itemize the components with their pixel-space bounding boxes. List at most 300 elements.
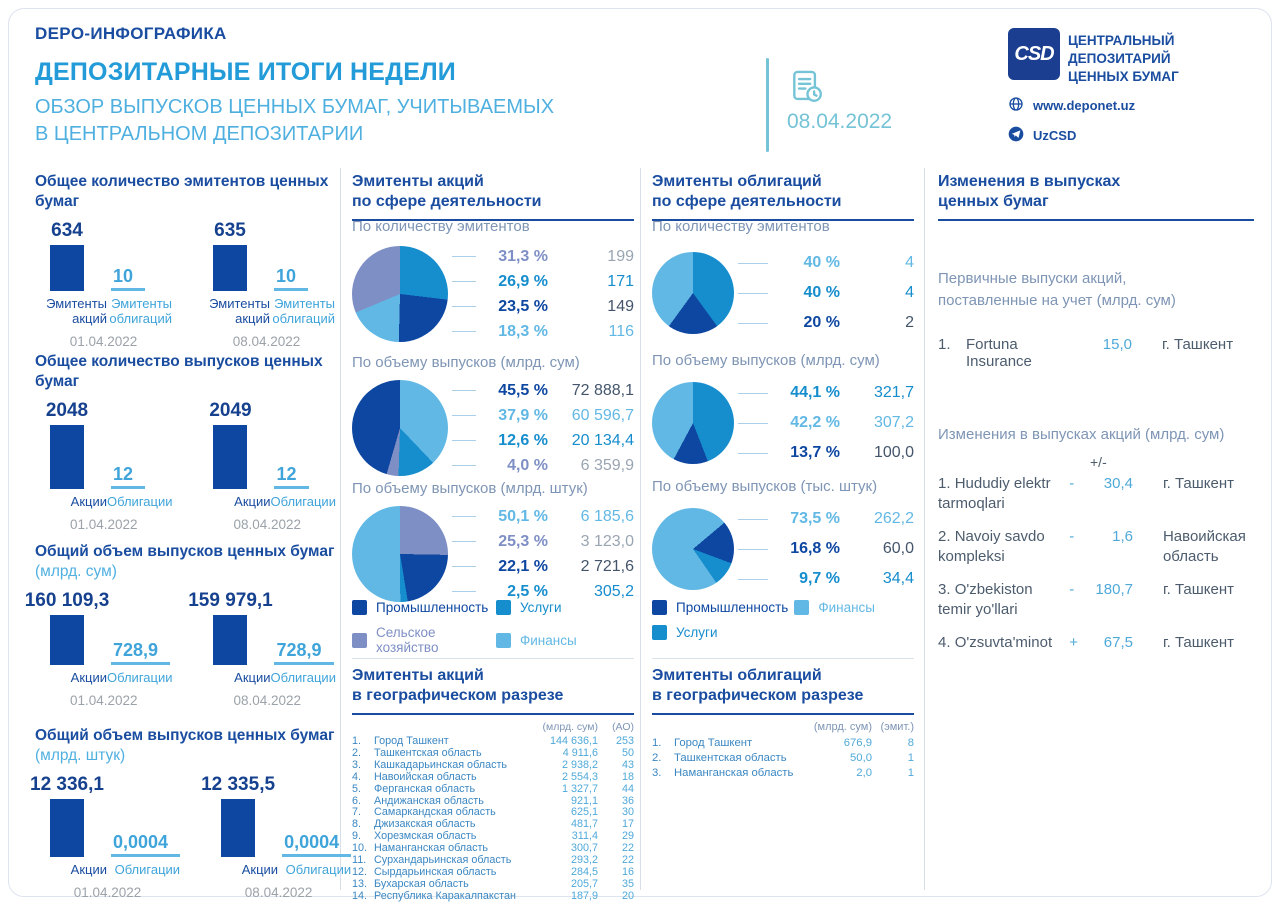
geo-header-sum: (млрд. сум) <box>813 721 872 733</box>
group-date: 08.04.2022 <box>233 517 302 532</box>
region-count: 22 <box>621 854 634 867</box>
connector-line <box>452 331 476 332</box>
bonds-volume-sum-pie-block <box>652 378 914 468</box>
connector-line <box>452 390 476 391</box>
region-name: Андижанская область <box>374 794 484 807</box>
connector-line <box>738 519 768 520</box>
small-bar-value: 0,0004 <box>282 832 351 857</box>
bar <box>50 615 84 665</box>
page-subtitle-line2: В ЦЕНТРАЛЬНОМ ДЕПОЗИТАРИИ <box>35 123 364 145</box>
geo-header-count: (эмит.) <box>880 721 914 733</box>
region-count: 1 <box>907 752 914 764</box>
pie-percent: 31,3 % <box>498 247 548 265</box>
bonds-geo-section <box>652 666 914 781</box>
bar-value: 2049 <box>209 400 252 421</box>
sector-legend <box>652 600 914 640</box>
region-name: Бухарская область <box>374 877 469 890</box>
block-title <box>35 726 335 766</box>
pie-stat-row <box>448 269 634 294</box>
pie-subtitle: По объему выпусков (млрд. штук) <box>352 480 588 497</box>
pie-subtitle: По количеству эмитентов <box>652 218 830 235</box>
change-sign: + <box>1069 634 1079 651</box>
group-date: 01.04.2022 <box>73 885 142 900</box>
bar-value: 634 <box>51 220 83 241</box>
connector-line <box>738 323 768 324</box>
small-bar-value: 12 <box>274 464 308 489</box>
primary-issues-subtitle: Первичные выпуски акций, поставленные на учет (млрд. сум) <box>938 270 1176 309</box>
table-row <box>352 891 634 903</box>
block-unit: (млрд. штук) <box>35 747 126 764</box>
issuer-location: г. Ташкент <box>1162 336 1234 353</box>
primary-issues-list <box>938 336 1254 370</box>
pie-percent: 50,1 % <box>498 507 548 525</box>
change-amount: 180,7 <box>1095 581 1133 598</box>
pie-value: 6 185,6 <box>580 507 634 525</box>
bonds-count-pie-block <box>652 248 914 338</box>
website-url: www.deponet.uz <box>1033 98 1136 113</box>
pie-stat-row <box>448 554 634 579</box>
org-name-line1: ЦЕНТРАЛЬНЫЙ ДЕПОЗИТАРИЙ <box>1068 33 1175 66</box>
legend-label: Промышленность <box>676 600 789 615</box>
region-count: 253 <box>615 735 634 747</box>
issuer-location: г. Ташкент <box>1162 475 1235 492</box>
row-index: 13. <box>352 877 368 890</box>
change-amount: 67,5 <box>1103 634 1133 651</box>
pie-percent: 40 % <box>803 284 840 301</box>
region-sum: 481,7 <box>570 818 598 831</box>
legend-swatch <box>652 625 667 640</box>
legend-swatch <box>652 600 667 615</box>
legend-label: Услуги <box>676 625 718 640</box>
connector-line <box>452 440 476 441</box>
legend-item <box>352 625 490 655</box>
pie-chart <box>352 246 448 342</box>
pie-chart <box>652 252 734 334</box>
small-bar-label: Облигации <box>107 494 173 509</box>
connector-line <box>452 591 476 592</box>
pie-percent: 4,0 % <box>507 456 548 474</box>
row-index: 1. <box>938 336 951 353</box>
bar-label: Акции <box>234 670 271 685</box>
block-unit: (млрд. сум) <box>35 563 117 580</box>
region-count: 18 <box>621 770 634 783</box>
telegram-link[interactable] <box>1008 126 1076 145</box>
globe-icon <box>1008 96 1024 115</box>
region-name: Ташкентская область <box>674 752 787 764</box>
pie-subtitle: По объему выпусков (тыс. штук) <box>652 478 878 495</box>
bar-groups <box>30 774 352 900</box>
bar-label: Акции <box>70 670 107 685</box>
region-count: 17 <box>621 818 634 831</box>
region-sum: 50,0 <box>850 752 872 764</box>
group-date: 08.04.2022 <box>233 693 302 708</box>
change-sign: - <box>1069 475 1075 492</box>
row-index: 4. <box>352 770 362 783</box>
website-link[interactable] <box>1008 96 1135 115</box>
region-sum: 144 636,1 <box>549 735 598 747</box>
region-sum: 293,2 <box>570 854 598 867</box>
bar-label: Акции <box>70 494 107 509</box>
pie-percent: 44,1 % <box>790 384 840 401</box>
region-name: Кашкадарьинская область <box>374 758 508 771</box>
header-divider <box>766 58 769 152</box>
small-bar-label: Облигации <box>285 862 352 877</box>
region-name: Город Ташкент <box>674 737 753 749</box>
pie-stat-row <box>448 244 634 269</box>
small-bar-label: Эмитенты облигаций <box>109 296 172 326</box>
row-index: 11. <box>352 854 367 867</box>
bar-value: 12 336,1 <box>30 774 104 795</box>
report-date: 08.04.2022 <box>787 110 893 133</box>
bar-value: 12 335,5 <box>201 774 276 795</box>
group-date: 01.04.2022 <box>69 517 138 532</box>
pie-value: 149 <box>607 297 634 315</box>
issuer-location: Навоийская область <box>1162 528 1246 565</box>
small-bar-value: 0,0004 <box>111 832 180 857</box>
pie-value: 4 <box>905 284 914 301</box>
region-sum: 300,7 <box>570 842 598 855</box>
region-sum: 676,9 <box>843 737 872 749</box>
region-sum: 1 327,7 <box>561 782 598 795</box>
small-bar-label: Облигации <box>107 670 173 685</box>
small-bar-label: Облигации <box>270 670 336 685</box>
region-name: Наманганская область <box>674 767 794 779</box>
block-title-text: Общее количество выпусков ценных бумаг <box>35 353 323 390</box>
bar-group <box>30 774 181 900</box>
page-title: ДЕПОЗИТАРНЫЕ ИТОГИ НЕДЕЛИ <box>35 58 456 86</box>
connector-line <box>452 516 476 517</box>
pie-percent: 37,9 % <box>498 406 548 424</box>
row-index: 9. <box>352 830 362 843</box>
group-date: 01.04.2022 <box>69 693 138 708</box>
pie-stat-row <box>448 504 634 529</box>
bar <box>50 245 84 291</box>
change-sign: - <box>1069 581 1075 598</box>
pie-value: 20 134,4 <box>571 431 634 449</box>
geo-table-header <box>652 721 914 733</box>
pie-value: 262,2 <box>873 510 914 527</box>
region-count: 35 <box>621 877 634 890</box>
row-index: 10. <box>352 842 368 855</box>
bar <box>50 799 84 857</box>
legend-label: Финансы <box>818 600 875 615</box>
page-subtitle <box>35 94 554 148</box>
issue-amount: 15,0 <box>1102 336 1132 353</box>
region-count: 44 <box>621 782 634 795</box>
pie-percent: 26,9 % <box>498 272 548 290</box>
bar-group <box>198 400 335 532</box>
pie-stat-row <box>734 308 914 338</box>
pie-percent: 23,5 % <box>498 297 548 315</box>
pie-stat-row <box>734 564 914 594</box>
region-sum: 311,4 <box>571 830 598 843</box>
region-count: 20 <box>621 889 634 902</box>
issuer-location: г. Ташкент <box>1162 581 1235 598</box>
pie-stat-row <box>734 408 914 438</box>
pie-value: 116 <box>608 322 634 340</box>
pie-value: 100,0 <box>873 444 914 461</box>
region-count: 29 <box>621 830 634 843</box>
table-row <box>352 760 634 772</box>
block-title <box>35 172 335 212</box>
stocks-volume-units-pie-block <box>352 504 634 604</box>
pie-value: 60,0 <box>882 540 914 557</box>
pie-percent: 9,7 % <box>799 570 840 587</box>
region-sum: 187,9 <box>570 889 598 902</box>
issues-volume-sum-block <box>24 542 336 708</box>
bar-label: Акции <box>70 862 107 877</box>
change-row <box>938 474 1254 514</box>
pie-value: 3 123,0 <box>580 532 634 550</box>
pie-stat-row <box>734 504 914 534</box>
region-name: Навоийская область <box>374 770 477 783</box>
connector-line <box>738 453 768 454</box>
pie-percent: 42,2 % <box>790 414 840 431</box>
pie-percent: 22,1 % <box>498 557 548 575</box>
pie-rows <box>448 504 634 604</box>
region-sum: 2,0 <box>856 767 872 779</box>
geo-table-header <box>352 721 634 733</box>
pie-stat-row <box>448 453 634 478</box>
region-name: Хорезмская область <box>374 830 477 843</box>
small-bar-value: 10 <box>274 266 308 291</box>
region-count: 1 <box>907 767 914 779</box>
group-date: 08.04.2022 <box>232 334 301 349</box>
block-title-text: Общее количество эмитентов ценных бумаг <box>35 173 329 210</box>
block-title-text: Общий объем выпусков ценных бумаг <box>35 727 335 744</box>
legend-item <box>352 600 490 615</box>
region-sum: 2 938,2 <box>561 758 598 771</box>
org-name-line2: ЦЕННЫХ БУМАГ <box>1068 69 1179 84</box>
bar <box>213 425 247 489</box>
connector-line <box>452 306 476 307</box>
section-divider <box>352 658 634 659</box>
pie-stat-row <box>448 529 634 554</box>
legend-item <box>652 625 788 640</box>
geo-table <box>652 736 914 781</box>
issues-volume-units-block <box>30 726 352 900</box>
pie-value: 305,2 <box>593 582 634 600</box>
region-count: 50 <box>621 746 634 759</box>
table-row <box>652 766 914 781</box>
issuer-name: 1. Hududiy elektr tarmoqlari <box>938 475 1051 512</box>
row-index: 6. <box>352 794 362 807</box>
connector-line <box>452 566 476 567</box>
row-index: 5. <box>352 782 362 795</box>
row-index: 3. <box>352 758 362 771</box>
row-index: 1. <box>652 737 662 749</box>
pie-chart <box>352 506 448 602</box>
legend-item <box>496 625 634 655</box>
connector-line <box>452 541 476 542</box>
connector-line <box>738 579 768 580</box>
block-title <box>35 352 335 392</box>
small-bar-value: 12 <box>111 464 145 489</box>
legend-item <box>652 600 788 615</box>
region-count: 16 <box>621 865 634 878</box>
row-index: 3. <box>652 767 662 779</box>
issuer-name: 3. O'zbekiston temir yo'llari <box>938 581 1033 618</box>
issuer-name: 4. O'zsuvta'minot <box>938 634 1053 651</box>
small-bar-label: Облигации <box>270 494 336 509</box>
bar-group <box>198 220 335 349</box>
connector-line <box>738 263 768 264</box>
small-bar-value: 728,9 <box>111 640 170 665</box>
pie-rows <box>448 244 634 344</box>
group-date: 01.04.2022 <box>69 334 138 349</box>
bar <box>213 245 247 291</box>
pie-subtitle: По объему выпусков (млрд. сум) <box>352 354 580 371</box>
pie-stat-row <box>448 378 634 403</box>
bar-value: 160 109,3 <box>24 590 110 611</box>
bar-value: 635 <box>214 220 246 241</box>
region-count: 22 <box>621 842 634 855</box>
pie-rows <box>734 248 914 338</box>
small-bar-label: Облигации <box>114 862 181 877</box>
row-index: 7. <box>352 806 362 819</box>
pie-stat-row <box>448 294 634 319</box>
stocks-geo-section <box>352 666 634 903</box>
legend-label: Финансы <box>520 632 577 648</box>
issuer-name: Fortuna Insurance <box>966 336 1032 370</box>
changes-title: Изменения в выпусках ценных бумаг <box>938 172 1254 221</box>
pie-stat-row <box>448 428 634 453</box>
bar-groups <box>35 400 335 532</box>
pie-value: 72 888,1 <box>571 381 634 399</box>
bar-value: 2048 <box>45 400 89 421</box>
region-sum: 921,1 <box>570 794 598 807</box>
region-sum: 2 554,3 <box>561 770 598 783</box>
bond-issuers-column <box>652 172 914 898</box>
stock-issuers-column <box>352 172 634 902</box>
row-index: 1. <box>352 735 362 747</box>
row-index: 2. <box>352 746 362 759</box>
share-changes-list <box>938 474 1254 686</box>
legend-swatch <box>352 600 367 615</box>
connector-line <box>452 256 476 257</box>
bar-value: 159 979,1 <box>188 590 273 611</box>
legend-label: Услуги <box>520 600 562 615</box>
plus-minus-header: +/- <box>1090 454 1107 470</box>
bar-group <box>35 220 172 349</box>
bar-group <box>188 590 336 708</box>
pie-rows <box>734 504 914 594</box>
bar-label: Эмитенты акций <box>46 296 107 326</box>
pie-stat-row <box>734 248 914 278</box>
pie-rows <box>734 378 914 468</box>
csd-logo <box>1008 28 1060 80</box>
region-name: Джизакская область <box>374 818 476 831</box>
region-name: Сурхандарьинская область <box>374 854 512 867</box>
region-name: Ташкентская область <box>374 746 482 759</box>
connector-line <box>738 549 768 550</box>
geo-header-count: (АО) <box>612 721 634 733</box>
change-row <box>938 633 1254 673</box>
pie-value: 2 <box>905 314 914 331</box>
bar-groups <box>24 590 336 708</box>
bar-label: Эмитенты акций <box>209 296 270 326</box>
kicker: DEPO-ИНФОГРАФИКА <box>35 24 227 43</box>
table-row <box>352 784 634 796</box>
legend-swatch <box>496 600 511 615</box>
connector-line <box>738 293 768 294</box>
bar-label: Акции <box>241 862 279 877</box>
bar-group <box>201 774 352 900</box>
pie-stat-row <box>734 278 914 308</box>
totals-column <box>24 172 352 900</box>
telegram-handle: UzCSD <box>1033 128 1077 143</box>
region-count: 30 <box>621 806 634 819</box>
issuer-name: 2. Navoiy savdo kompleksi <box>938 528 1045 565</box>
bar <box>213 615 247 665</box>
bar <box>221 799 255 857</box>
issues-count-block <box>35 352 335 532</box>
stocks-geo-title: Эмитенты акций в географическом разрезе <box>352 666 634 715</box>
region-name: Сырдарьинская область <box>374 865 497 878</box>
pie-stat-row <box>734 378 914 408</box>
geo-table <box>352 736 634 903</box>
bar-groups <box>35 220 335 349</box>
legend-label: Сельское хозяйство <box>376 625 439 655</box>
issuer-location: г. Ташкент <box>1162 634 1235 651</box>
change-amount: 1,6 <box>1112 528 1133 545</box>
pie-value: 171 <box>607 272 634 290</box>
pie-percent: 45,5 % <box>498 381 548 399</box>
pie-subtitle: По количеству эмитентов <box>352 218 530 235</box>
column-divider-2 <box>640 168 641 890</box>
region-name: Самаркандская область <box>374 806 496 819</box>
bar-group <box>35 400 172 532</box>
stocks-volume-sum-pie-block <box>352 378 634 478</box>
region-name: Республика Каракалпакстан <box>374 889 516 902</box>
pie-subtitle: По объему выпусков (млрд. сум) <box>652 352 880 369</box>
pie-value: 6 359,9 <box>580 456 634 474</box>
region-sum: 4 911,6 <box>562 746 598 759</box>
geo-header-sum: (млрд. сум) <box>542 721 598 733</box>
pie-stat-row <box>734 438 914 468</box>
bonds-sphere-title: Эмитенты облигаций по сфере деятельности <box>652 172 914 221</box>
pie-percent: 12,6 % <box>498 431 548 449</box>
row-index: 8. <box>352 818 362 831</box>
bonds-geo-title: Эмитенты облигаций в географическом разрезе <box>652 666 914 715</box>
region-name: Город Ташкент <box>374 735 449 747</box>
pie-value: 199 <box>607 247 634 265</box>
region-name: Ферганская область <box>374 782 476 795</box>
change-row <box>938 527 1254 567</box>
region-count: 43 <box>621 758 634 771</box>
legend-swatch <box>496 633 511 648</box>
bar-group <box>24 590 173 708</box>
column-divider-3 <box>924 168 925 890</box>
stocks-count-pie-block <box>352 244 634 344</box>
pie-value: 307,2 <box>873 414 914 431</box>
pie-value: 34,4 <box>882 570 914 587</box>
pie-value: 321,7 <box>873 384 914 401</box>
region-name: Наманганская область <box>374 842 489 855</box>
report-document-icon <box>788 68 826 111</box>
connector-line <box>452 415 476 416</box>
pie-percent: 18,3 % <box>498 322 548 340</box>
changes-column <box>938 172 1254 898</box>
pie-percent: 73,5 % <box>790 510 840 527</box>
share-changes-subtitle: Изменения в выпусках акций (млрд. сум) <box>938 426 1225 443</box>
connector-line <box>738 393 768 394</box>
bar-label: Акции <box>234 494 271 509</box>
pie-percent: 2,5 % <box>507 582 548 600</box>
pie-chart <box>652 508 734 590</box>
pie-percent: 13,7 % <box>790 444 840 461</box>
table-row <box>352 879 634 891</box>
